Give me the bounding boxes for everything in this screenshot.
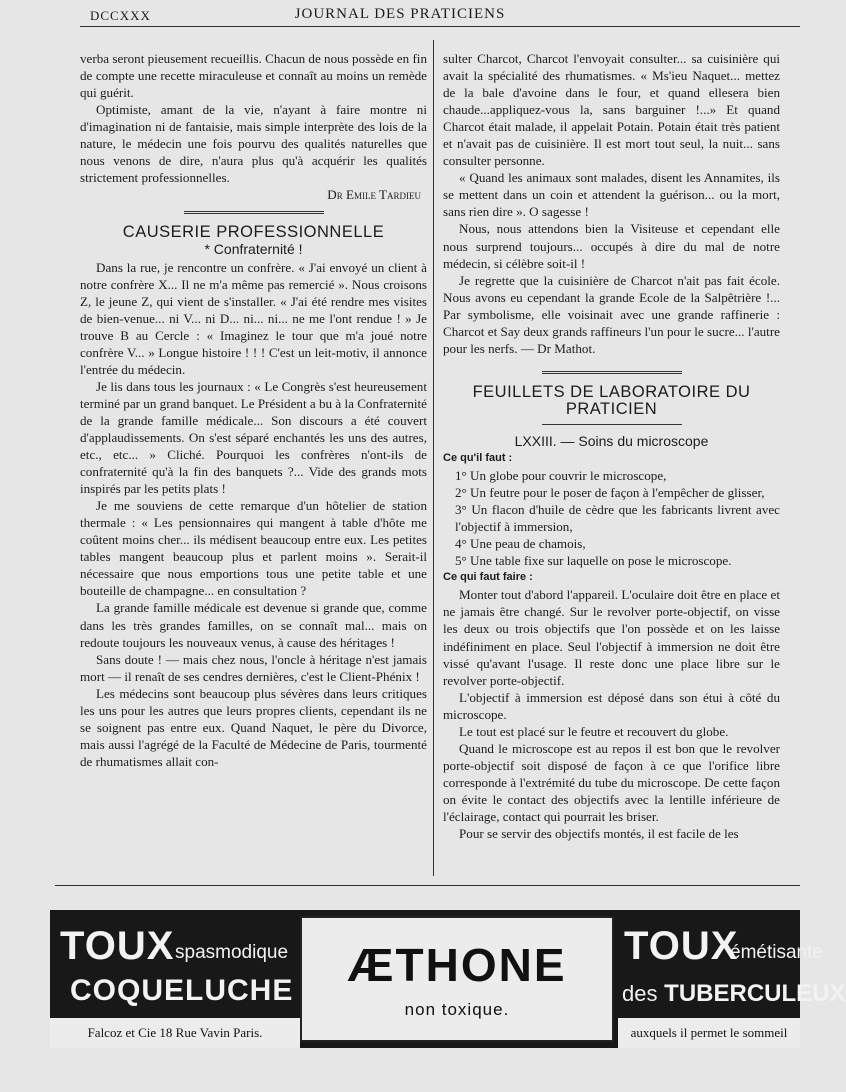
paragraph: « Quand les animaux sont malades, disent les Annamites, ils se mettent dans un coin et attendent la guérison... ou la mort, sans rien dire ». O sagesse ! bbox=[443, 170, 780, 220]
paragraph: Je lis dans tous les journaux : « Le Congrès s'est heureusement terminé par un grand banquet. Le Président a bu à la Confraternité de la grande famille médicale... Son discours a été couvert d'applaudissements. On s'est séparé enchantés les uns des autres, etc., etc... » Cliché. Pourquoi les confrères n'ont-ils de confraternité qu'à la fin des banquets ?... Vide des grands mots inspirés par les petits plats ! bbox=[80, 378, 427, 497]
section-title: CAUSERIE PROFESSIONNELLE bbox=[122, 223, 385, 242]
paragraph: Quand le microscope est au repos il est bon que le revolver porte-objectif soit disposé de façon à ce que l'orifice libre corresponde à l'extrémité du tube du microscope. De cette façon on évite le contact des objectifs avec la lentille inférieure de l'éclairage, contact qui pourrait les briser. bbox=[443, 740, 780, 824]
section-divider bbox=[184, 211, 324, 214]
advertisement bbox=[50, 910, 846, 1048]
section-divider bbox=[542, 371, 682, 374]
ad-tuberculeux: TUBERCULEUX bbox=[664, 980, 846, 1007]
ad-sommeil: auxquels il permet le sommeil bbox=[618, 1018, 800, 1048]
advertisement-rule bbox=[55, 885, 800, 886]
ad-spasmodique: spasmodique bbox=[175, 942, 289, 963]
list-item: 1° Un globe pour couvrir le microscope, bbox=[455, 468, 667, 484]
paragraph: Je me souviens de cette remarque d'un hôtelier de station thermale : « Les pensionnaires qui mangent à table d'hôte me coûtent moins cher... ils médisent beaucoup entre eux. Les petites tables mangent beaucoup plus et parlent moins ». Serait-il nécessaire que nous emportions tous une petite table et une bouteille de champagne... en consultation ? bbox=[80, 498, 427, 599]
paragraph: Monter tout d'abord l'appareil. L'oculaire doit être en place et ne jamais être changé. Sur le revolver porte-objectif, on visse les deux ou trois objectifs que l'on possède et on les laisse indéfiniment en place. Seul l'objectif à immersion ne doit être vissé qu'avant l'usage. Il reste donc une place libre sur le revolver porte-objectif. bbox=[443, 587, 780, 688]
paragraph: Pour se servir des objectifs montés, il est facile de les bbox=[459, 826, 739, 842]
ad-left-panel bbox=[50, 910, 300, 1048]
paragraph: Sans doute ! — mais chez nous, l'oncle à héritage n'est jamais mort — il renaît de ses cendres dernières, c'est le Client-Phénix ! bbox=[80, 651, 427, 684]
paragraph: Dans la rue, je rencontre un confrère. « J'ai envoyé un client à notre confrère X... Il ne m'a même pas remercié ». Nous croisons Z, le jeune Z, qui vient de s'installer. « J'ai été rendre mes visites de bien-venue... ni V... ni D... ni... ni... ne me l'ont rendue ! » Je trouve B au Cercle : « Imaginez le tour que m'a joué notre confrère V... » Longue histoire ! ! ! C'est un leit-motiv, il annonce l'entrée du médecin. bbox=[80, 259, 427, 377]
ad-toux-right: TOUX bbox=[624, 924, 739, 968]
list-label: Ce qu'il faut : bbox=[443, 451, 513, 464]
list-item: 3° Un flacon d'huile de cèdre que les fabricants livrent avec l'objectif à immersion, bbox=[455, 502, 780, 535]
paragraph: Les médecins sont beaucoup plus sévères dans leurs critiques les uns pour les autres que leurs propres clients, cependant ils ne se soignent pas entre eux. Quand Naquet, le père du Divorce, mais aussi l'agrégé de la Faculté de Médecine de Paris, tourmenté de rhumatismes allait con- bbox=[80, 685, 427, 769]
ad-address: Falcoz et Cie 18 Rue Vavin Paris. bbox=[50, 1018, 300, 1048]
ad-tuberculeux-line bbox=[622, 980, 846, 1008]
paragraph: Nous, nous attendons bien la Visiteuse et cependant elle nous surprend toujours... occupés à dire du mal de notre médecin, si célèbre soit-il ! bbox=[443, 221, 780, 271]
section-title: FEUILLETS DE LABORATOIRE DU PRATICIEN bbox=[472, 382, 751, 418]
paragraph: L'objectif à immersion est déposé dans son étui à côté du microscope. bbox=[443, 689, 780, 722]
article-subtitle: LXXIII. — Soins du microscope bbox=[514, 432, 709, 449]
list-item: 4° Une peau de chamois, bbox=[455, 536, 586, 552]
paragraph: Optimiste, amant de la vie, n'ayant à faire montre ni d'imagination ni de fantaisie, mais simple interprète des lois de la nature, le médecin une fois pourvu des qualités naturelles que nous venons de dire, n'aura plus qu'à acquérir les qualités strictement professionnelles. bbox=[80, 102, 427, 186]
paragraph: verba seront pieusement recueillis. Chacun de nous possède en fin de compte une recette miraculeuse et connaît au moins un remède qui guérit. bbox=[80, 51, 427, 101]
ad-center-panel bbox=[300, 916, 614, 1042]
ad-brand: ÆTHONE bbox=[347, 939, 567, 991]
ad-right-panel bbox=[618, 910, 846, 1048]
list-item: 2° Un feutre pour le poser de façon à l'empêcher de glisser, bbox=[455, 485, 765, 501]
list-item: 5° Une table fixe sur laquelle on pose le microscope. bbox=[455, 553, 732, 569]
page-folio: DCCXXX bbox=[90, 8, 151, 23]
list-label: Ce qui faut faire : bbox=[443, 571, 533, 584]
ad-coqueluche: COQUELUCHE bbox=[70, 974, 294, 1007]
ad-toux-left: TOUX bbox=[60, 924, 175, 968]
header-rule bbox=[80, 26, 800, 27]
right-column bbox=[443, 50, 780, 842]
title-rule bbox=[542, 424, 682, 425]
ad-tagline: non toxique. bbox=[404, 1000, 510, 1019]
column-divider bbox=[433, 40, 434, 876]
article-subtitle: * Confraternité ! bbox=[204, 241, 303, 258]
running-title: JOURNAL DES PRATICIENS bbox=[294, 6, 506, 22]
ad-des: des bbox=[622, 981, 658, 1006]
left-column bbox=[80, 50, 427, 770]
ad-emetisante: émétisante bbox=[730, 942, 823, 963]
author-signature: Dr Emile Tardieu bbox=[327, 187, 421, 203]
paragraph: La grande famille médicale est devenue si grande que, comme dans les très grandes familles, on se connaît mal... mais on redoute toujours les nouveaux venus, à cause des héritages ! bbox=[80, 600, 427, 650]
paragraph: sulter Charcot, Charcot l'envoyait consulter... sa cuisinière qui avait la spécialité des rhumatismes. « Ms'ieu Naquet... mettez de la bale d'avoine dans le four, et quand ellesera bien chaude...appliquez-vous la, sans barguiner !...» Et quand Charcot était malade, il appelait Potain. Potain était très patient et n'avait pas de cuisinière. Il est mort tout seul, la nuit... sans consulter personne. bbox=[443, 51, 780, 169]
paragraph: Le tout est placé sur le feutre et recouvert du globe. bbox=[459, 723, 729, 739]
paragraph: Je regrette que la cuisinière de Charcot n'ait pas fait école. Nous avons eu cependant la grande Ecole de la Salpêtrière !... Par symbolisme, elle voisinait avec une grande raffinerie : Charcot et Say deux grands raffineurs l'un pour le sucre... l'autre pour les nerfs. — Dr Mathot. bbox=[443, 272, 780, 356]
